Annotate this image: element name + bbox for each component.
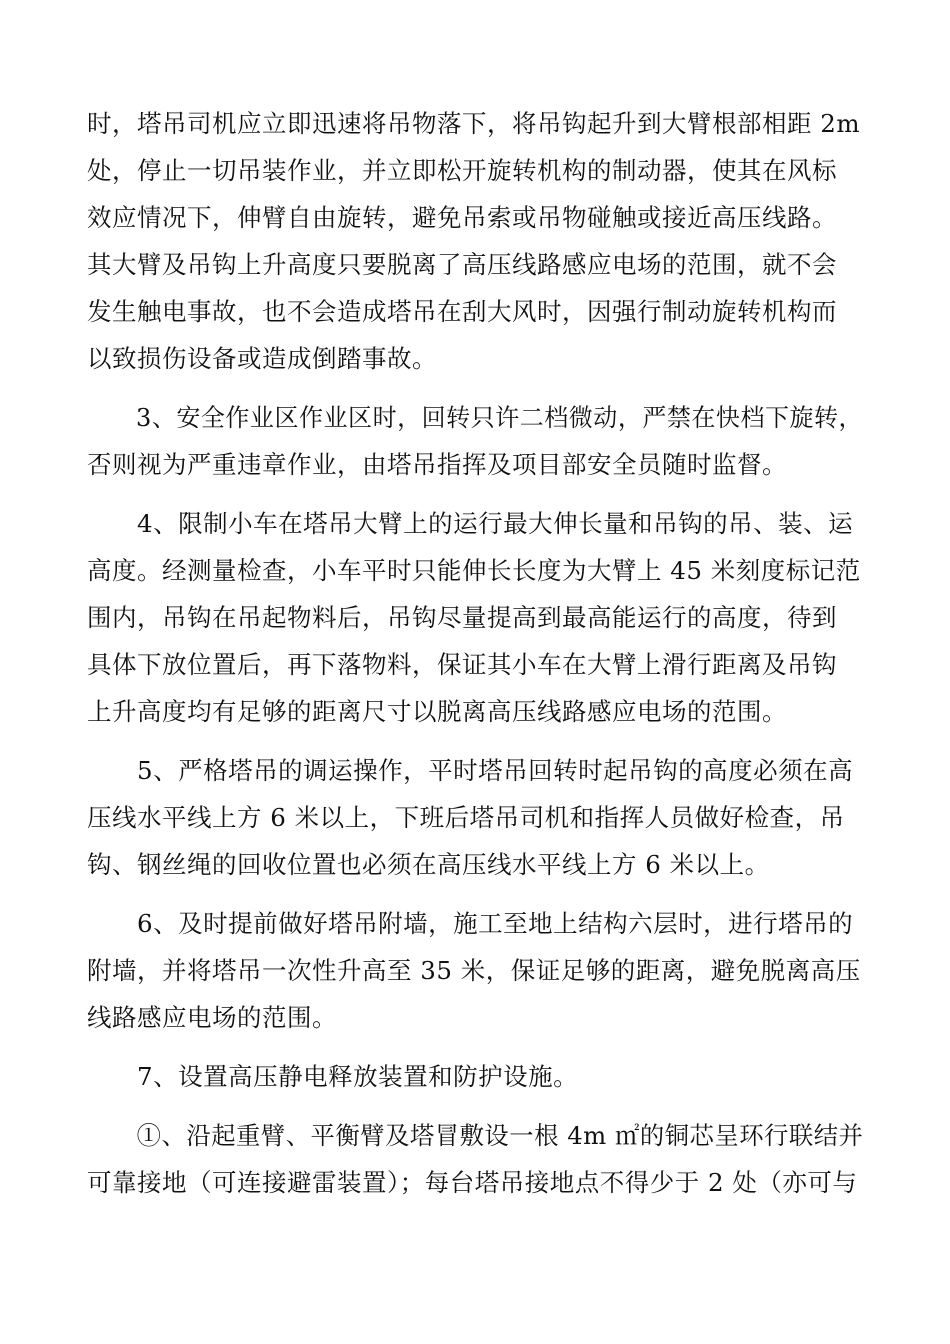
text-line: 6、及时提前做好塔吊附墙，施工至地上结构六层时，进行塔吊的 [87,909,854,938]
text-line: 5、严格塔吊的调运操作，平时塔吊回转时起吊钩的高度必须在高 [87,756,854,785]
text-line: 其大臂及吊钩上升高度只要脱离了高压线路感应电场的范围，就不会 [87,250,837,279]
text-line: 具体下放位置后，再下落物料，保证其小车在大臂上滑行距离及吊钩 [87,650,837,679]
text-line: 钩、钢丝绳的回收位置也必须在高压线水平线上方 6 米以上。 [87,850,770,879]
text-line: 附墙，并将塔吊一次性升高至 35 米，保证足够的距离，避免脱离高压 [87,956,861,985]
text-line: 否则视为严重违章作业，由塔吊指挥及项目部安全员随时监督。 [87,450,787,479]
text-line: 3、安全作业区作业区时，回转只许二档微动，严禁在快档下旋转， [87,403,864,432]
text-line: 可靠接地（可连接避雷装置）；每台塔吊接地点不得少于 2 处（亦可与 [87,1168,858,1197]
text-line: 围内，吊钩在吊起物料后，吊钩尽量提高到最高能运行的高度，待到 [87,603,837,632]
text-line: 4、限制小车在塔吊大臂上的运行最大伸长量和吊钩的吊、装、运 [87,509,854,538]
text-line: 压线水平线上方 6 米以上，下班后塔吊司机和指挥人员做好检查，吊 [87,803,845,832]
text-line: ①、沿起重臂、平衡臂及塔冒敷设一根 4m ㎡的铜芯呈环行联结并 [87,1121,864,1150]
text-line: 效应情况下，伸臂自由旋转，避免吊索或吊物碰触或接近高压线路。 [87,203,837,232]
text-line: 时，塔吊司机应立即迅速将吊物落下，将吊钩起升到大臂根部相距 2m [87,109,861,138]
text-line: 高度。经测量检查，小车平时只能伸长长度为大臂上 45 米刻度标记范 [87,556,861,585]
text-line: 以致损伤设备或造成倒踏事故。 [87,344,437,373]
text-line: 上升高度均有足够的距离尺寸以脱离高压线路感应电场的范围。 [87,697,787,726]
text-line: 发生触电事故，也不会造成塔吊在刮大风时，因强行制动旋转机构而 [87,297,837,326]
text-line: 处，停止一切吊装作业，并立即松开旋转机构的制动器，使其在风标 [87,156,837,185]
text-line: 7、设置高压静电释放装置和防护设施。 [87,1062,579,1091]
text-line: 线路感应电场的范围。 [87,1003,337,1032]
